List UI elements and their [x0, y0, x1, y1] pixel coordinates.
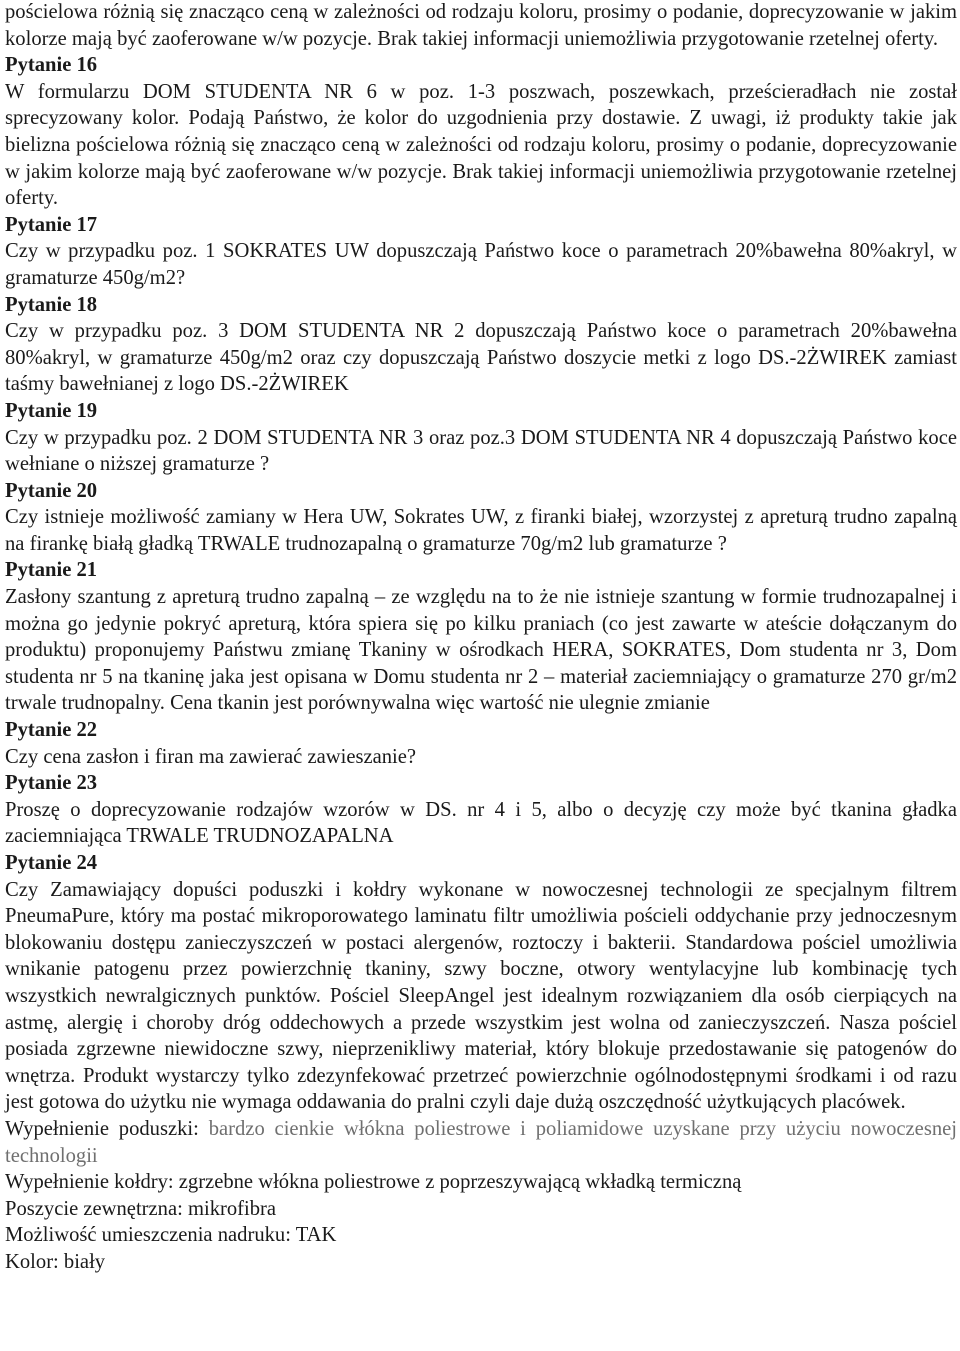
question-text-20: Czy istnieje możliwość zamiany w Hera UW, Sokrates UW, z firanki białej, wzorzystej z apreturą trudno zapalną na firankę białą gładką TRWALE trudnozapalną o gramaturze 70g/m2 lub gramaturze ?	[5, 506, 957, 555]
print-option-line: Możliwość umieszczenia nadruku: TAK	[5, 1224, 337, 1247]
question-text-16: W formularzu DOM STUDENTA NR 6 w poz. 1-3 poszwach, poszewkach, prześcieradłach nie został sprecyzowany kolor. Podają Państwo, że kolor do uzgodnienia przy dostawie. Z uwagi, iż produkty takie jak bielizna pościelowa różnią się znacząco ceną w zależności od rodzaju koloru, prosimy o podanie, doprecyzowanie w jakim kolorze mają być zaoferowane w/w pozycje. Brak takiej informacji uniemożliwia przygotowanie rzetelnej oferty.	[5, 80, 957, 210]
question-heading-22: Pytanie 22	[5, 719, 98, 742]
question-text-18: Czy w przypadku poz. 3 DOM STUDENTA NR 2 dopuszczają Państwo koce o parametrach 20%bawełna 80%akryl, w gramaturze 450g/m2 oraz czy dopuszczają Państwo doszycie metki z logo DS.-2ŻWIREK zamiast taśmy bawełnianej z logo DS.-2ŻWIREK	[5, 320, 957, 396]
duvet-filling-line: Wypełnienie kołdry: zgrzebne włókna poliestrowe z poprzeszywającą wkładką termiczną	[5, 1171, 742, 1194]
question-heading-19: Pytanie 19	[5, 399, 98, 422]
question-heading-16: Pytanie 16	[5, 54, 98, 77]
question-text-17: Czy w przypadku poz. 1 SOKRATES UW dopuszczają Państwo koce o parametrach 20%bawełna 80%akryl, w gramaturze 450g/m2?	[5, 240, 957, 289]
question-text-22: Czy cena zasłon i firan ma zawierać zawieszanie?	[5, 745, 417, 768]
question-heading-20: Pytanie 20	[5, 479, 98, 502]
question-heading-17: Pytanie 17	[5, 213, 98, 236]
question-heading-23: Pytanie 23	[5, 772, 98, 795]
question-heading-21: Pytanie 21	[5, 559, 98, 582]
question-heading-24: Pytanie 24	[5, 852, 98, 874]
color-line: Kolor: biały	[5, 1250, 106, 1273]
outer-cover-line: Poszycie zewnętrzna: mikrofibra	[5, 1197, 277, 1220]
pillow-filling-line	[5, 1116, 957, 1169]
question-text-21: Zasłony szantung z apreturą trudno zapalną – ze względu na to że nie istnieje szantung w formie trudnozapalnej i można go jedynie pokryć apreturą, która spiera się po kilku praniach (co jest zawarte w ateście dołączanym do produktu) proponujemy Państwu zmianę Tkaniny w ośrodkach HERA, SOKRATES, Dom studenta nr 3, Dom studenta nr 5 na tkaninę jaka jest opisana w Domu studenta nr 2 – materiał zaciemniający o gramaturze 270 gr/m2 trwale trudnopalny. Cena tkanin jest porównywalna więc wartość nie ulegnie zmianie	[5, 586, 957, 715]
question-text-19: Czy w przypadku poz. 2 DOM STUDENTA NR 3 oraz poz.3 DOM STUDENTA NR 4 dopuszczają Państwo koce wełniane o niższej gramaturze ?	[5, 426, 957, 476]
pillow-filling-value: bardzo cienkie włókna poliestrowe i poliamidowe uzyskane przy użyciu nowoczesnej technologii	[5, 1117, 957, 1167]
paragraph-continuation: pościelowa różnią się znacząco ceną w zależności od rodzaju koloru, prosimy o podanie, doprecyzowanie w jakim kolorze mają być zaoferowane w/w pozycje. Brak takiej informacji uniemożliwia przygotowanie rzetelnej oferty.	[5, 1, 957, 50]
question-heading-18: Pytanie 18	[5, 293, 98, 316]
question-text-23: Proszę o doprecyzowanie rodzajów wzorów w DS. nr 4 i 5, albo o decyzję czy może być tkanina gładka zaciemniająca TRWALE TRUDNOZAPALNA	[5, 798, 957, 848]
question-text-24: Czy Zamawiający dopuści poduszki i kołdry wykonane w nowoczesnej technologii ze specjalnym filtrem PneumaPure, który ma postać mikroporowatego laminatu filtr umożliwia pościeli oddychanie przy jednoczesnym blokowaniu dostępu zanieczyszczeń w postaci alergenów, roztoczy i bakterii. Standardowa pościel umożliwia wnikanie patogenu przez powierzchnię tkaniny, szwy boczne, otwory wentylacyjne lub kombinację tych wszystkich newralgicznych punktów. Pościel SleepAngel jest idealnym rozwiązaniem dla osób cierpiących na astmę, alergię i choroby dróg oddechowych a przede wszystkim jest wolna od zanieczyszczeń. Nasza pościel posiada zgrzewne niewidoczne szwy, nieprzenikliwy materiał, który blokuje przedostawanie się patogenów do wnętrza. Produkt wystarczy tylko zdezynfekować przetrzeć powierzchnie ogólnodostępnymi środkami i od razu jest gotowa do użytku nie wymaga oddawania do pralni czyli daje dużą oszczędność użytkujących placówek.	[5, 878, 957, 1114]
pillow-filling-label: Wypełnienie poduszki:	[5, 1117, 199, 1140]
